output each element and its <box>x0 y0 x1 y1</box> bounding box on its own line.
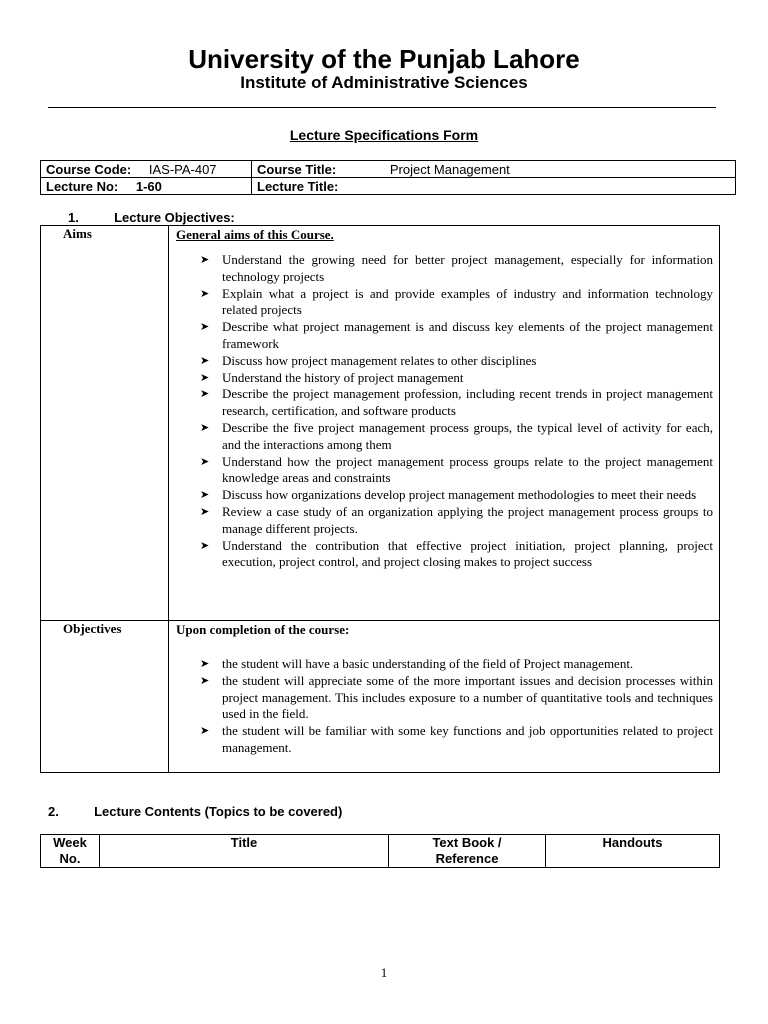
contents-table <box>40 834 720 868</box>
course-info-table <box>40 160 736 195</box>
aims-label-cell <box>41 226 169 621</box>
course-code-label: Course Code: <box>46 161 132 177</box>
section-number: 2. <box>48 804 59 819</box>
objectives-heading: Upon completion of the course: <box>176 622 350 637</box>
header-divider <box>48 107 716 108</box>
arrowhead-bullet-icon: ➤ <box>200 321 210 334</box>
university-title: University of the Punjab Lahore <box>188 44 580 74</box>
week-no-header: Week No. <box>41 835 100 868</box>
textbook-header: Text Book / Reference <box>389 835 546 868</box>
list-item: ➤ Understand the contribution that effective project initiation, project planning, project execution, project control, and project closing makes to project success <box>200 537 713 570</box>
lecture-no-value: 1-60 <box>135 178 162 194</box>
objectives-row <box>41 621 720 773</box>
list-item: ➤ Understand the growing need for better project management, especially for information technology projects <box>200 252 713 284</box>
list-item: ➤ Review a case study of an organization applying the project management process groups to manage different projects. <box>200 503 713 536</box>
list-item: ➤ Discuss how organizations develop project management methodologies to meet their needs <box>200 487 697 503</box>
lecture-info-row <box>41 178 736 195</box>
list-item: ➤ the student will appreciate some of the more important issues and decision processes within project management. This includes exposure to a number of quantitative tools and techniques used in the field. <box>200 672 713 722</box>
aims-row <box>41 226 720 621</box>
lecture-no-cell <box>41 178 252 195</box>
contents-section-heading <box>48 804 342 819</box>
section-number: 1. <box>68 210 79 225</box>
course-title-label: Course Title: <box>257 161 337 177</box>
arrowhead-bullet-icon: ➤ <box>200 455 210 468</box>
lecture-no-label: Lecture No: <box>46 178 119 194</box>
course-code-value: IAS-PA-407 <box>148 161 217 177</box>
objectives-table <box>40 225 720 773</box>
handouts-header: Handouts <box>546 835 720 868</box>
section-title: Lecture Objectives: <box>114 210 235 225</box>
title-header: Title <box>100 835 389 868</box>
page-number: 1 <box>380 965 388 980</box>
contents-header-row <box>41 835 720 868</box>
list-item: ➤ Describe the project management profession, including recent trends in project management research, certification, and software products <box>200 386 713 419</box>
arrowhead-bullet-icon: ➤ <box>200 421 210 434</box>
list-item: ➤ Discuss how project management relates to other disciplines <box>200 352 537 368</box>
list-item: ➤ Describe what project management is and discuss key elements of the project management framework <box>200 319 713 351</box>
list-item: ➤ the student will have a basic understanding of the field of Project management. <box>200 656 634 671</box>
arrowhead-bullet-icon: ➤ <box>200 254 210 266</box>
list-item: ➤ the student will be familiar with some key functions and job opportunities related to project management. <box>200 723 713 755</box>
institute-title: Institute of Administrative Sciences <box>240 73 528 92</box>
objectives-content-cell <box>169 621 720 773</box>
arrowhead-bullet-icon: ➤ <box>200 489 210 502</box>
form-title: Lecture Specifications Form <box>289 127 479 143</box>
arrowhead-bullet-icon: ➤ <box>200 505 210 518</box>
arrowhead-bullet-icon: ➤ <box>200 658 210 670</box>
course-title-value: Project Management <box>389 161 510 177</box>
aims-content-cell <box>169 226 720 621</box>
aims-label: Aims <box>63 226 92 241</box>
objectives-label-cell <box>41 621 169 773</box>
arrowhead-bullet-icon: ➤ <box>200 371 210 384</box>
arrowhead-bullet-icon: ➤ <box>200 354 210 367</box>
lecture-title-cell <box>252 178 736 195</box>
arrowhead-bullet-icon: ➤ <box>200 725 210 738</box>
objectives-list <box>176 656 713 757</box>
objectives-label: Objectives <box>63 621 122 636</box>
course-info-row <box>41 161 736 178</box>
list-item: ➤ Describe the five project management process groups, the typical level of activity for each, and the interactions among them <box>200 419 713 452</box>
aims-list <box>176 252 713 571</box>
arrowhead-bullet-icon: ➤ <box>200 539 210 552</box>
arrowhead-bullet-icon: ➤ <box>200 287 210 300</box>
course-title-cell <box>252 161 736 178</box>
section-title: Lecture Contents (Topics to be covered) <box>94 804 343 819</box>
course-code-cell <box>41 161 252 178</box>
objectives-section-heading <box>68 210 235 225</box>
arrowhead-bullet-icon: ➤ <box>200 674 210 687</box>
list-item: ➤ Understand the history of project management <box>200 369 464 385</box>
list-item: ➤ Explain what a project is and provide examples of industry and information technology related projects <box>200 285 713 318</box>
arrowhead-bullet-icon: ➤ <box>200 388 210 401</box>
lecture-title-label: Lecture Title: <box>257 178 339 194</box>
list-item: ➤ Understand how the project management process groups relate to the project management knowledge areas and constraints <box>200 453 713 486</box>
aims-heading: General aims of this Course. <box>176 227 334 242</box>
